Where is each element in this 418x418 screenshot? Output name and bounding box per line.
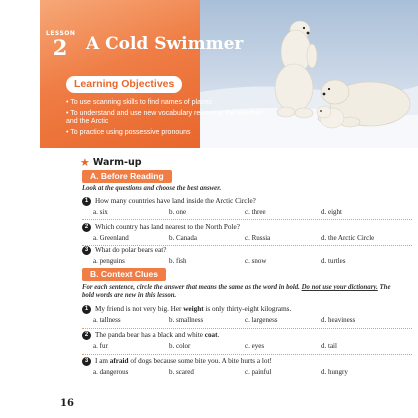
answer-option-a[interactable]: a. Greenland (93, 234, 129, 242)
answer-options (93, 368, 412, 376)
answer-option-b[interactable]: b. Canada (169, 234, 197, 242)
answer-option-d[interactable]: d. eight (321, 208, 342, 216)
learning-objectives (40, 72, 418, 148)
question-number-marker: 2 (82, 331, 91, 340)
question-b1 (82, 305, 412, 324)
answer-option-d[interactable]: d. the Arctic Circle (321, 234, 375, 242)
answer-option-d[interactable]: d. tail (321, 342, 337, 350)
answer-option-b[interactable]: b. smallness (169, 316, 204, 324)
question-a3 (82, 246, 412, 265)
answer-option-b[interactable]: b. color (169, 342, 191, 350)
warmup-heading (80, 156, 142, 169)
question-b2 (82, 331, 412, 350)
answer-option-c[interactable]: c. snow (245, 257, 267, 265)
answer-option-d[interactable]: d. heaviness (321, 316, 356, 324)
answer-option-d[interactable]: d. turtles (321, 257, 346, 265)
question-number-marker: 2 (82, 223, 91, 232)
question-number-marker: 3 (82, 357, 91, 366)
objective-item: • To practice using possessive pronouns (66, 128, 191, 136)
question-text: The panda bear has a black and white coat. (95, 331, 220, 339)
divider (82, 354, 412, 355)
section-a-instruction: Look at the questions and choose the best answer. (82, 185, 222, 192)
section-b-heading: B. Context Clues (82, 268, 166, 281)
answer-options (93, 234, 412, 242)
answer-option-d[interactable]: d. hungry (321, 368, 348, 376)
lesson-header (40, 0, 418, 148)
lesson-label: LESSON (46, 30, 76, 37)
question-b3 (82, 357, 412, 376)
answer-option-c[interactable]: c. painful (245, 368, 272, 376)
divider (82, 328, 412, 329)
question-text: How many countries have land inside the Arctic Circle? (95, 197, 256, 205)
bold-vocab-word: afraid (109, 357, 129, 365)
lesson-title-bar (40, 24, 418, 64)
lesson-title: A Cold Swimmer (86, 34, 244, 54)
warmup-title: Warm-up (92, 157, 142, 168)
question-text: What do polar bears eat? (95, 246, 167, 254)
question-a1 (82, 197, 412, 216)
answer-option-c[interactable]: c. largeness (245, 316, 278, 324)
answer-options (93, 342, 412, 350)
answer-option-a[interactable]: a. tallness (93, 316, 121, 324)
lesson-badge (46, 30, 74, 60)
bold-vocab-word: weight (183, 305, 204, 313)
answer-option-c[interactable]: c. eyes (245, 342, 265, 350)
instruction-emphasis: Do not use your dictionary. (301, 284, 378, 291)
answer-options (93, 316, 412, 324)
question-number-marker: 3 (82, 246, 91, 255)
page-number: 16 (60, 398, 74, 409)
question-number-marker: 1 (82, 305, 91, 314)
divider (82, 219, 412, 220)
answer-options (93, 257, 412, 265)
answer-option-c[interactable]: c. Russia (245, 234, 271, 242)
lesson-number: 2 (52, 35, 68, 60)
question-number-marker: 1 (82, 197, 91, 206)
bold-vocab-word: coat (204, 331, 218, 339)
question-text: Which country has land nearest to the North Pole? (95, 223, 240, 231)
objective-item: • To use scanning skills to find names of places (66, 99, 212, 106)
exercise-content (0, 148, 418, 418)
answer-option-a[interactable]: a. six (93, 208, 108, 216)
question-text: I am afraid of dogs because some bite you. A bite hurts a lot! (95, 357, 272, 365)
section-b-instruction: For each sentence, circle the answer that means the same as the word in bold. Do not use your dictionary. The bold words are new in this lesson. (82, 284, 391, 299)
section-a-heading: A. Before Reading (82, 170, 172, 183)
answer-option-a[interactable]: a. fur (93, 342, 108, 350)
question-text: My friend is not very big. Her weight is only thirty-eight kilograms. (95, 305, 292, 313)
answer-option-b[interactable]: b. one (169, 208, 187, 216)
answer-option-b[interactable]: b. fish (169, 257, 187, 265)
question-a2 (82, 223, 412, 242)
answer-option-b[interactable]: b. scared (169, 368, 194, 376)
objectives-heading: Learning Objectives (66, 76, 182, 93)
answer-option-c[interactable]: c. three (245, 208, 266, 216)
answer-option-a[interactable]: a. penguins (93, 257, 125, 265)
star-icon: ★ (80, 156, 90, 169)
answer-option-a[interactable]: a. dangerous (93, 368, 129, 376)
answer-options (93, 208, 412, 216)
objectives-list (66, 99, 266, 139)
objective-item: • To understand and use new vocabulary related to the weather and the Arctic (66, 109, 262, 125)
